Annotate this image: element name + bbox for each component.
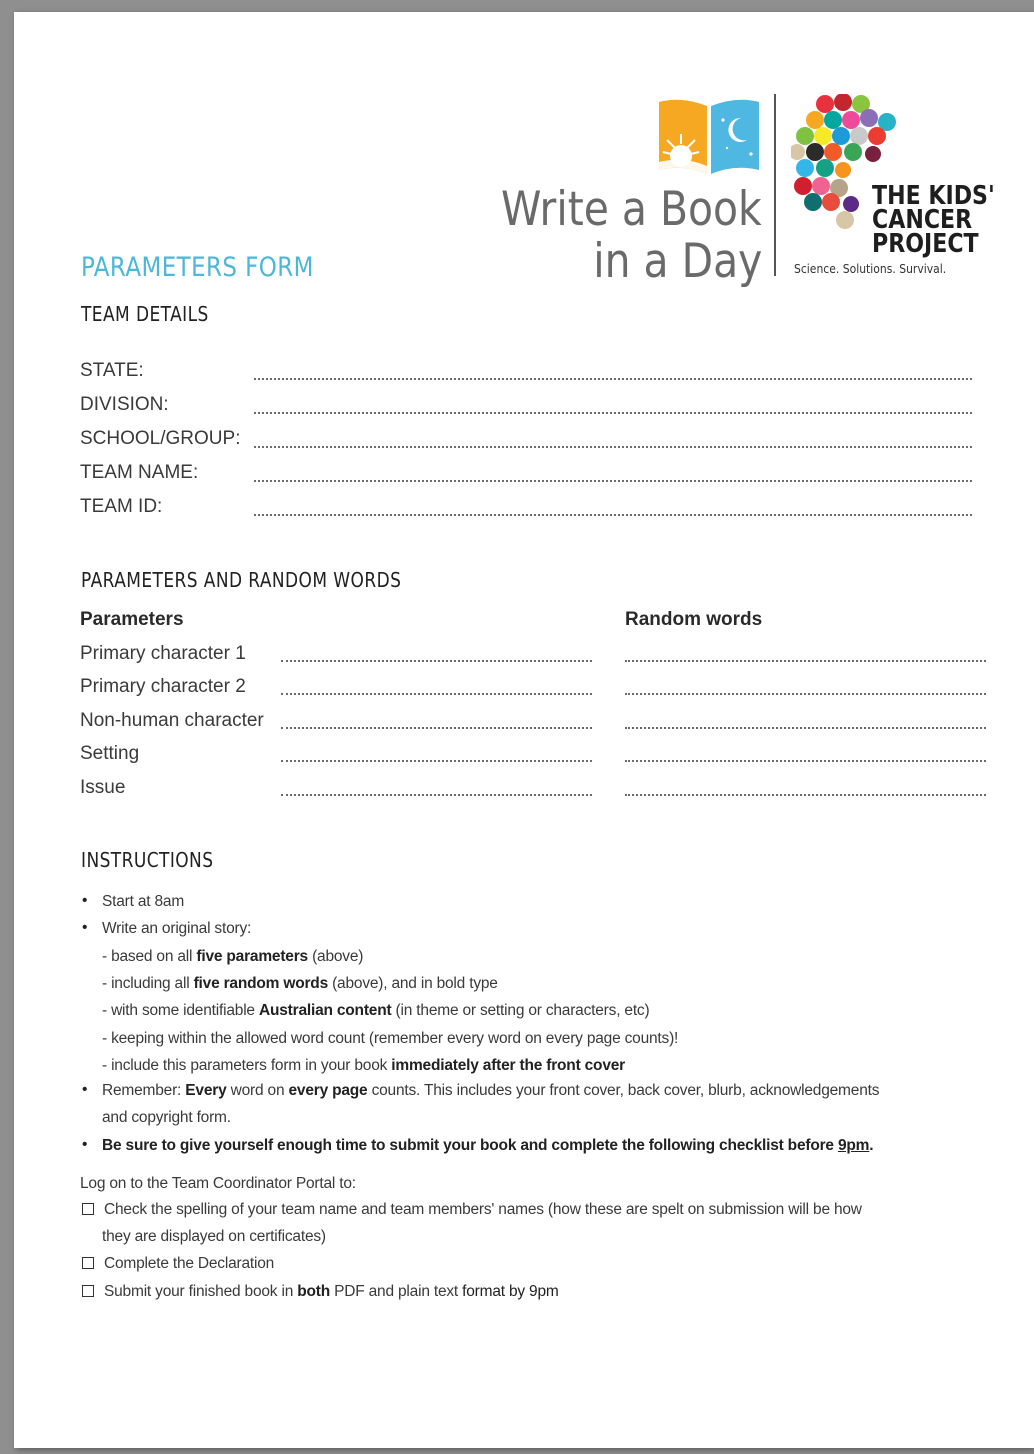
- parameter-fill-line[interactable]: [281, 660, 592, 662]
- param-row-setting[interactable]: [80, 743, 990, 773]
- division-fill-line[interactable]: [254, 412, 972, 414]
- school-group-label: SCHOOL/GROUP:: [80, 428, 241, 449]
- instruction-submit-deadline: [102, 1137, 873, 1155]
- param-label: Issue: [80, 777, 126, 798]
- bullet-dot: •: [82, 892, 88, 909]
- param-label: Setting: [80, 743, 140, 764]
- parameters-column-header: Parameters: [80, 609, 184, 630]
- brand-line-1: Write a Book: [501, 182, 762, 237]
- sub-instruction-australian-content: [102, 1002, 649, 1020]
- checklist-text: PDF and plain text: [330, 1283, 463, 1300]
- team-id-fill-line[interactable]: [254, 514, 972, 516]
- checklist-text: Submit your finished book in: [104, 1283, 298, 1300]
- page-title: PARAMETERS FORM: [81, 252, 314, 283]
- random-word-fill-line[interactable]: [625, 794, 986, 796]
- param-label: Primary character 2: [80, 676, 246, 697]
- parameter-fill-line[interactable]: [281, 727, 592, 729]
- parameter-fill-line[interactable]: [281, 760, 592, 762]
- state-fill-line[interactable]: [254, 378, 972, 380]
- checklist-text: Check the spelling of your team name and team members' names (how these are spelt on submission will be how: [104, 1201, 862, 1218]
- param-label: Non-human character: [80, 710, 264, 731]
- param-row-issue[interactable]: [80, 777, 990, 807]
- instruction-write-story: Write an original story:: [102, 920, 252, 937]
- text: - include this parameters form in your book: [102, 1057, 392, 1074]
- emphasis: Be sure to give yourself enough time to submit your book and complete the following checklist before: [102, 1137, 838, 1154]
- checklist-item-declaration[interactable]: [82, 1255, 274, 1273]
- parameter-fill-line[interactable]: [281, 794, 592, 796]
- checklist-item-spelling[interactable]: [82, 1201, 862, 1219]
- partner-tagline: Science. Solutions. Survival.: [794, 262, 947, 276]
- random-word-fill-line[interactable]: [625, 693, 986, 695]
- param-row-non-human-character[interactable]: [80, 710, 990, 740]
- bullet-dot: •: [82, 1081, 88, 1098]
- checklist-text: Complete the Declaration: [104, 1255, 275, 1272]
- bullet-dot: •: [82, 919, 88, 936]
- team-name-fill-line[interactable]: [254, 480, 972, 482]
- school-group-fill-line[interactable]: [254, 446, 972, 448]
- team-id-field[interactable]: [80, 496, 972, 526]
- team-details-heading: TEAM DETAILS: [81, 302, 209, 326]
- emphasis: both: [297, 1283, 331, 1300]
- parameter-fill-line[interactable]: [281, 693, 592, 695]
- param-row-primary-character-2[interactable]: [80, 676, 990, 706]
- checklist-item-submit[interactable]: [82, 1283, 559, 1301]
- emphasis: five random words: [193, 975, 328, 992]
- team-name-field[interactable]: [80, 462, 972, 492]
- text: - based on all: [102, 948, 197, 965]
- instruction-remember-continued: and copyright form.: [102, 1109, 231, 1126]
- param-label: Primary character 1: [80, 643, 246, 664]
- text: - including all: [102, 975, 194, 992]
- checkbox[interactable]: [82, 1285, 94, 1297]
- portal-intro: Log on to the Team Coordinator Portal to:: [80, 1175, 356, 1192]
- state-field[interactable]: [80, 360, 972, 390]
- deadline-time: 9pm: [837, 1137, 870, 1154]
- parameters-heading: PARAMETERS AND RANDOM WORDS: [81, 568, 402, 592]
- emphasis: every page: [288, 1082, 368, 1099]
- sub-instruction-include-form: [102, 1057, 625, 1075]
- brand-line-2: in a Day: [592, 234, 762, 289]
- param-row-primary-character-1[interactable]: [80, 643, 990, 673]
- checkbox[interactable]: [82, 1257, 94, 1269]
- team-id-label: TEAM ID:: [80, 496, 163, 517]
- brand-wordmark: [462, 182, 762, 292]
- team-name-label: TEAM NAME:: [80, 462, 199, 483]
- emphasis: .: [869, 1137, 874, 1154]
- checklist-text: format by 9pm: [462, 1283, 559, 1300]
- partner-name-line-1: THE KIDS': [872, 181, 995, 211]
- partner-name-line-2: CANCER: [872, 205, 973, 235]
- state-label: STATE:: [80, 360, 144, 381]
- text: - with some identifiable: [102, 1002, 259, 1019]
- random-words-column-header: Random words: [625, 609, 763, 630]
- open-book-logo: [657, 96, 761, 176]
- school-group-field[interactable]: [80, 428, 972, 458]
- text: (above), and in bold type: [327, 975, 498, 992]
- text: (above): [307, 948, 364, 965]
- sub-instruction-word-count: - keeping within the allowed word count (remember every word on every page counts)!: [102, 1030, 679, 1047]
- emphasis: five parameters: [196, 948, 308, 965]
- emphasis: Every: [185, 1082, 227, 1099]
- bullet-dot: •: [82, 1136, 88, 1153]
- instruction-remember: [102, 1082, 879, 1100]
- sub-instruction-parameters: [102, 948, 363, 966]
- logo-divider: [774, 94, 776, 276]
- text: word on: [226, 1082, 289, 1099]
- partner-name: [872, 181, 995, 259]
- emphasis: immediately after the front cover: [391, 1057, 625, 1074]
- division-field[interactable]: [80, 394, 972, 424]
- sub-instruction-random-words: [102, 975, 498, 993]
- emphasis: Australian content: [258, 1002, 392, 1019]
- form-page: [14, 12, 1034, 1448]
- checklist-item-spelling-continued: they are displayed on certificates): [102, 1228, 326, 1245]
- checkbox[interactable]: [82, 1203, 94, 1215]
- instructions-heading: INSTRUCTIONS: [81, 848, 214, 872]
- partner-name-line-3: PROJECT: [872, 229, 979, 259]
- instruction-start-time: Start at 8am: [102, 893, 185, 910]
- text: (in theme or setting or characters, etc): [391, 1002, 650, 1019]
- random-word-fill-line[interactable]: [625, 660, 986, 662]
- random-word-fill-line[interactable]: [625, 760, 986, 762]
- text: Remember:: [102, 1082, 186, 1099]
- division-label: DIVISION:: [80, 394, 169, 415]
- random-word-fill-line[interactable]: [625, 727, 986, 729]
- text: counts. This includes your front cover, back cover, blurb, acknowledgements: [367, 1082, 880, 1099]
